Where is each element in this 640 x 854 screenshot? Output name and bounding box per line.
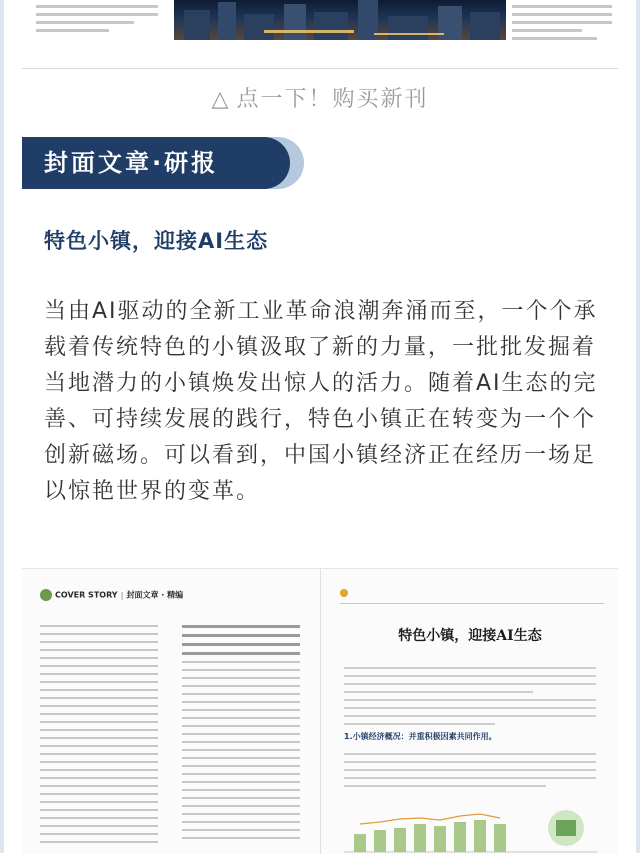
preview-chart: [344, 804, 598, 854]
previous-page-text-block: [36, 0, 158, 32]
section-label: 封面文章·研报: [44, 149, 219, 177]
preview-article-title: 特色小镇，迎接AI生态: [398, 628, 542, 644]
banner-main-shape: [22, 137, 290, 189]
left-page-column-2: [182, 619, 300, 839]
cover-story-header: COVER STORY | 封面文章 · 精编: [40, 589, 183, 601]
spread-gutter: [320, 569, 321, 854]
magazine-spread-preview[interactable]: [22, 568, 618, 854]
previous-page-right-text: [512, 0, 612, 40]
buy-new-issue-link[interactable]: [0, 82, 640, 113]
magazine-logo-icon: [340, 589, 348, 597]
cover-story-logo-icon: [40, 589, 52, 601]
section-banner: [22, 137, 304, 189]
buy-link-text: 点一下！购买新刊: [236, 87, 429, 112]
right-page: [322, 569, 618, 854]
preview-abstract: [344, 661, 596, 725]
article-title[interactable]: 特色小镇，迎接AI生态: [44, 229, 269, 253]
cover-story-section: 封面文章 · 精编: [126, 590, 184, 600]
left-page: [22, 569, 318, 854]
previous-spread-preview: [22, 0, 618, 69]
triangle-outline-icon: △: [211, 87, 231, 112]
preview-section-heading: 1.小镇经济概况：并重积极因素共同作用。: [344, 732, 497, 741]
preview-paragraph: [344, 747, 596, 787]
magazine-logo: [340, 589, 351, 597]
cover-story-brand: COVER STORY: [55, 590, 118, 600]
left-page-column-1: [40, 619, 158, 843]
city-night-photo: [174, 0, 506, 40]
article-body: 当由AI驱动的全新工业革命浪潮奔涌而至，一个个承载着传统特色的小镇汲取了新的力量，一批批发掘着当地潜力的小镇焕发出惊人的活力。随着AI生态的完善、可持续发展的践行，特色小镇正在转变为一个个创新磁场。可以看到，中国小镇经济正在经历一场足以惊艳世界的变革。: [44, 299, 598, 504]
header-rule: [340, 603, 604, 604]
